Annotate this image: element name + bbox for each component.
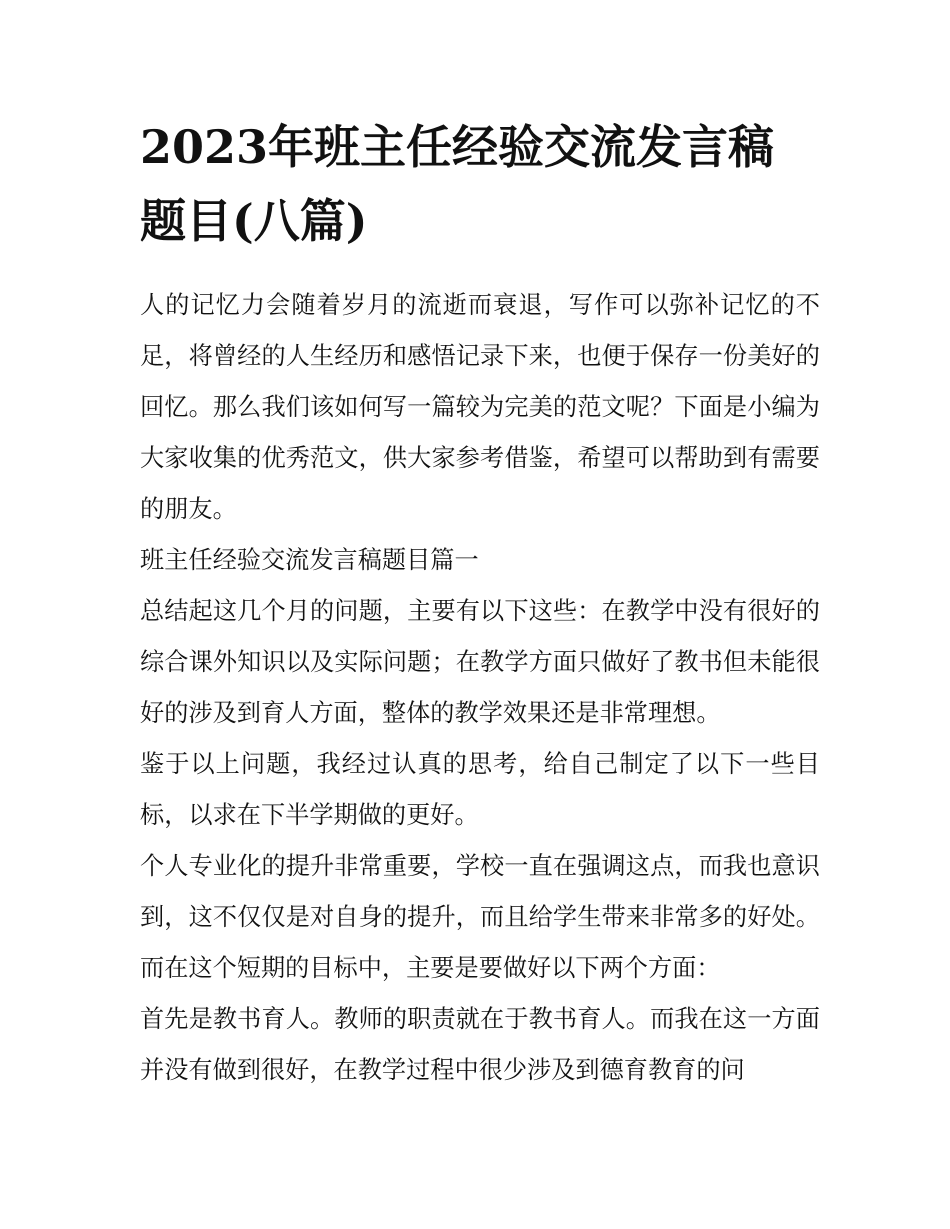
document-body [140, 280, 820, 1096]
title-line-2: 题目(八篇) [140, 194, 368, 248]
intro-paragraph: 人的记忆力会随着岁月的流逝而衰退，写作可以弥补记忆的不足，将曾经的人生经历和感悟记录下来，也便于保存一份美好的回忆。那么我们该如何写一篇较为完美的范文呢？下面是小编为大家收集的优秀范文，供大家参考借鉴，希望可以帮助到有需要的朋友。 [140, 291, 820, 523]
body-paragraph: 首先是教书育人。教师的职责就在于教书育人。而我在这一方面并没有做到很好，在教学过程中很少涉及到德育教育的问 [140, 1005, 820, 1084]
document-title [140, 110, 820, 258]
document-page [140, 110, 820, 1096]
body-paragraph: 总结起这几个月的问题，主要有以下这些：在教学中没有很好的综合课外知识以及实际问题；在教学方面只做好了教书但未能很好的涉及到育人方面，整体的教学效果还是非常理想。 [140, 597, 820, 727]
title-line-1: 2023年班主任经验交流发言稿 [140, 120, 775, 174]
body-paragraph: 个人专业化的提升非常重要，学校一直在强调这点，而我也意识到，这不仅仅是对自身的提升，而且给学生带来非常多的好处。而在这个短期的目标中，主要是要做好以下两个方面： [140, 852, 820, 982]
section-heading: 班主任经验交流发言稿题目篇一 [140, 546, 479, 574]
body-paragraph: 鉴于以上问题，我经过认真的思考，给自己制定了以下一些目标，以求在下半学期做的更好。 [140, 750, 820, 829]
